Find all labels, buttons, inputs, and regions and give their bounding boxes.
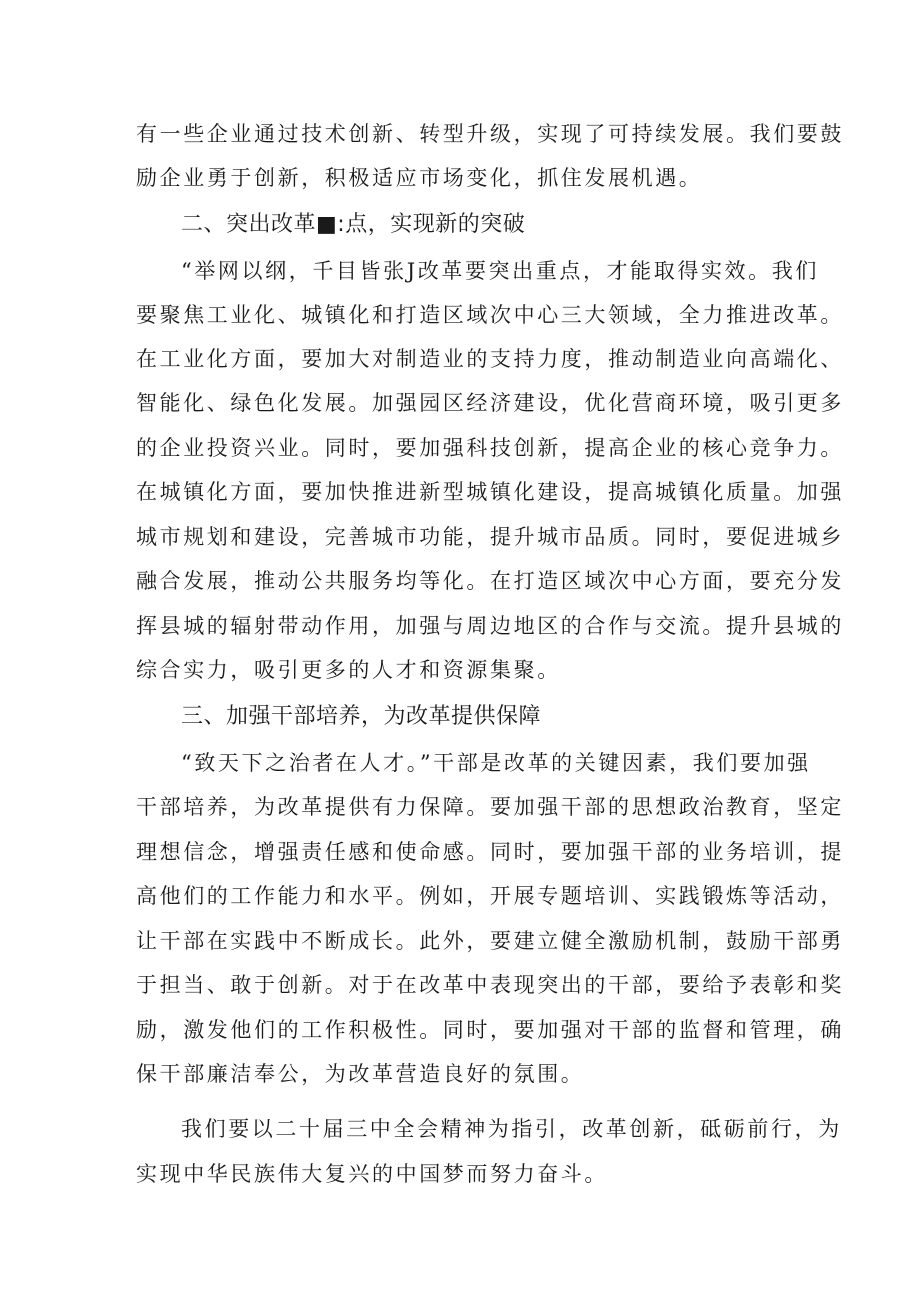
section-3-line-8: 保干部廉洁奉公，为改革营造良好的氛围。: [136, 1062, 585, 1086]
section-2-line-3: 在工业化方面，要加大对制造业的支持力度，推动制造业向高端化、: [136, 347, 844, 371]
section-2-line-8: 融合发展，推动公共服务均等化。在打造区域次中心方面，要充分发: [136, 569, 844, 593]
section-2-line-9: 挥县城的辐射带动作用，加强与周边地区的合作与交流。提升县城的: [136, 614, 844, 638]
conclusion-line-1: 我们要以二十届三中全会精神为指引，改革创新，砥砺前行，为: [181, 1117, 842, 1141]
section-2-line-7: 城市规划和建设，完善城市功能，提升城市品质。同时，要促进城乡: [136, 525, 844, 549]
section-2-heading: 二、突出改革■:点，实现新的突破: [181, 212, 526, 237]
section-2-line-6: 在城镇化方面，要加快推进新型城镇化建设，提高城镇化质量。加强: [136, 480, 844, 504]
section-2-line-1: “举网以纲，千目皆张J改革要突出重点，才能取得实效。我们: [181, 259, 819, 283]
section-3-line-7: 励，激发他们的工作积极性。同时，要加强对干部的监督和管理，确: [136, 1018, 844, 1042]
section-3-line-2: 干部培养，为改革提供有力保障。要加强干部的思想政治教育，坚定: [136, 795, 844, 819]
section-3-line-4: 高他们的工作能力和水平。例如，开展专题培训、实践锻炼等活动，: [136, 884, 844, 908]
section-3-line-6: 于担当、敢于创新。对于在改革中表现突出的干部，要给予表彰和奖: [136, 973, 844, 997]
section-3-heading: 三、加强干部培养，为改革提供保障: [181, 704, 542, 729]
section-2-line-2: 要聚焦工业化、城镇化和打造区域次中心三大领域，全力推进改革。: [136, 303, 844, 327]
conclusion-line-2: 实现中华民族伟大复兴的中国梦而努力奋斗。: [136, 1162, 608, 1186]
intro-line-1: 有一些企业通过技术创新、转型升级，实现了可持续发展。我们要鼓: [136, 122, 844, 146]
section-2-line-10: 综合实力，吸引更多的人才和资源集聚。: [136, 658, 561, 682]
section-3-line-1: “致天下之治者在人才。”干部是改革的关键因素，我们要加强: [181, 751, 811, 775]
section-2-line-5: 的企业投资兴业。同时，要加强科技创新，提高企业的核心竞争力。: [136, 436, 844, 460]
intro-line-2: 励企业勇于创新，积极适应市场变化，抓住发展机遇。: [136, 166, 703, 190]
section-3-line-3: 理想信念，增强责任感和使命感。同时，要加强干部的业务培训，提: [136, 840, 844, 864]
section-3-line-5: 让干部在实践中不断成长。此外，要建立健全激励机制，鼓励干部勇: [136, 929, 844, 953]
section-2-line-4: 智能化、绿色化发展。加强园区经济建设，优化营商环境，吸引更多: [136, 391, 844, 415]
